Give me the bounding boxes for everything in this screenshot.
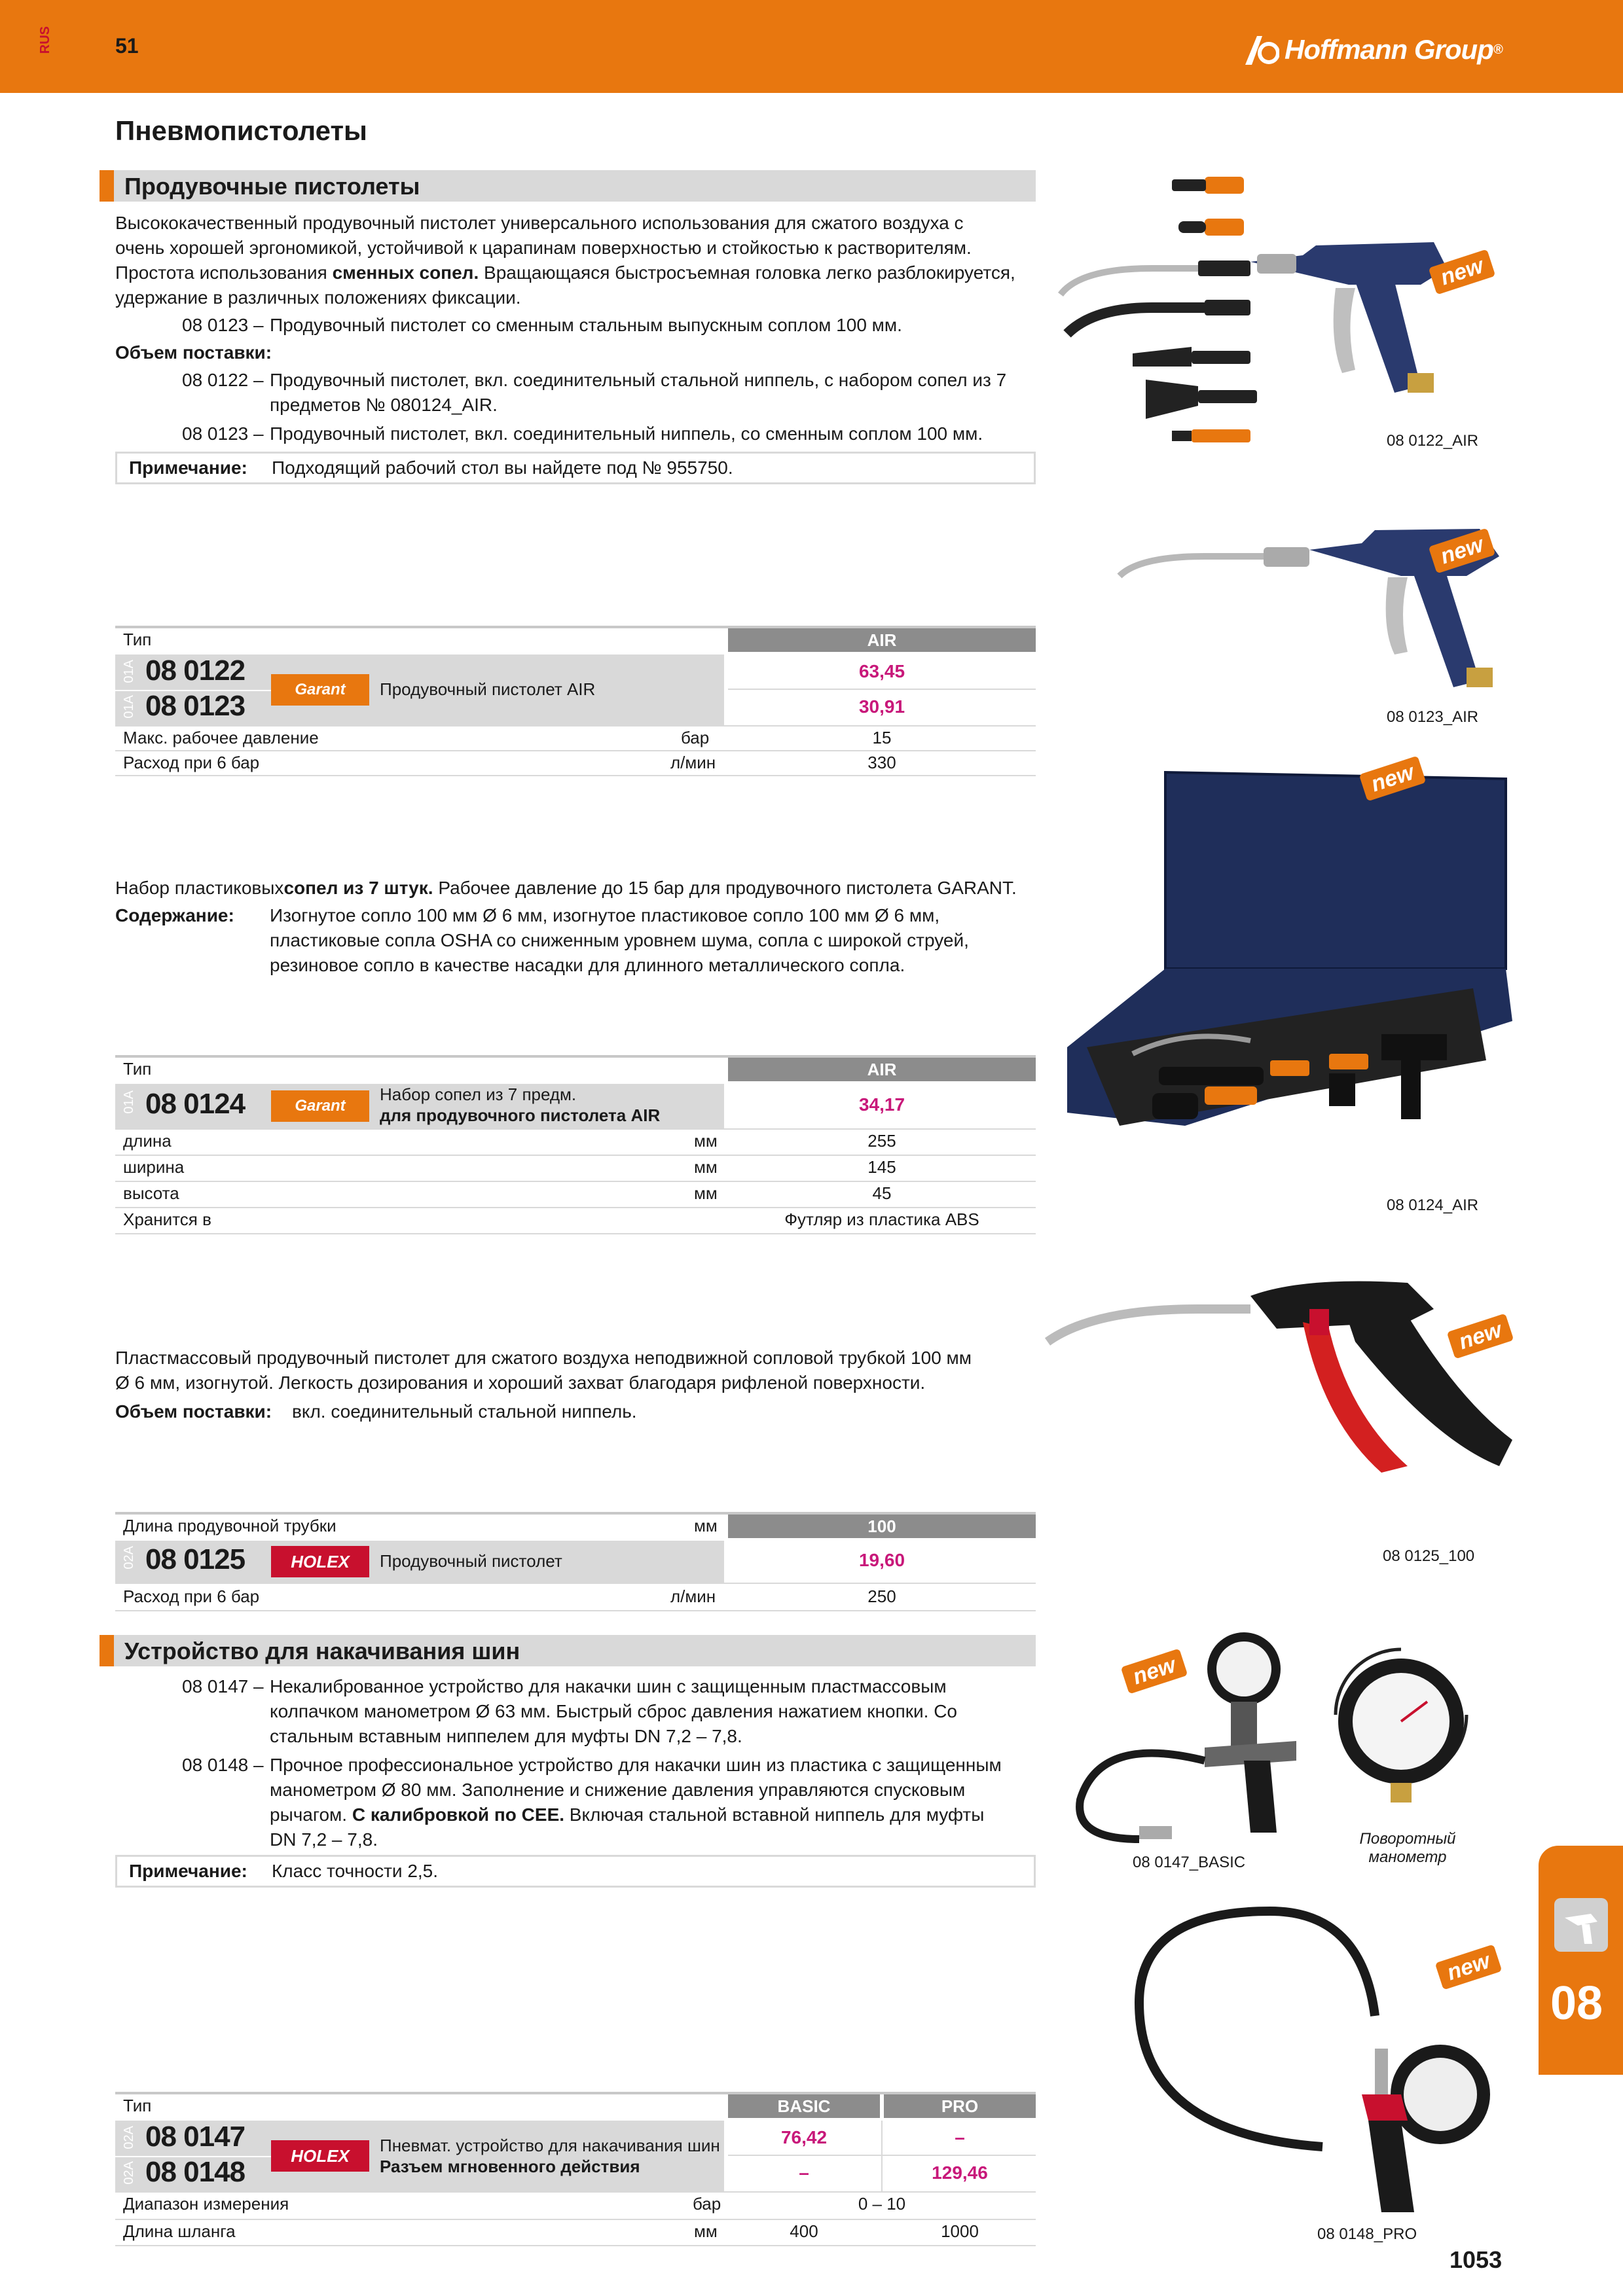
table4-spec2-pro: 1000	[941, 2221, 979, 2241]
table2-spec2-value: 145	[867, 1157, 896, 1177]
image-caption-080123: 08 0123_AIR	[1387, 708, 1479, 726]
table2-description: Набор сопел из 7 предм. для продувочного пистолета AIR	[380, 1085, 661, 1125]
plastic-gun-description: Пластмассовый продувочный пистолет для сжатого воздуха неподвижной сопловой трубкой 100 мм Ø 6 мм, изогнутой. Легкость дозирования и хороший захват благодаря рифленой поверхности.	[115, 1348, 972, 1393]
table2-spec2-unit: мм	[694, 1157, 718, 1177]
table4-col-basic: BASIC	[728, 2094, 880, 2118]
item-080123-text: Продувочный пистолет со сменным стальным выпускным соплом 100 мм.	[270, 315, 902, 335]
table4-row1-basic-price: 76,42	[780, 2127, 828, 2147]
table1-row1-article[interactable]: 08 0122	[145, 655, 246, 687]
table1-type-label: Тип	[123, 630, 152, 649]
table1-spec1-value: 15	[872, 728, 892, 747]
table4-spec2-basic: 400	[790, 2221, 818, 2241]
table4-row2-pro-price: 129,46	[932, 2162, 988, 2183]
table1-spec2-label: Расход при 6 бар	[123, 753, 260, 772]
table4-row2-article[interactable]: 08 0148	[145, 2156, 246, 2188]
tire-inflator-basic-image	[1061, 1630, 1309, 1852]
note-box-2: Примечание: Класс точности 2,5.	[115, 1855, 1036, 1888]
table2-spec3-unit: мм	[694, 1183, 718, 1203]
chapter-tab[interactable]	[1539, 1846, 1623, 2075]
table3-description: Продувочный пистолет	[380, 1551, 562, 1571]
table4-type-label: Тип	[123, 2096, 152, 2115]
table3-head-label: Длина продувочной трубки	[123, 1516, 337, 1535]
holex-brand-logo: HOLEX	[271, 1546, 369, 1577]
table1-spec2-unit: л/мин	[670, 753, 716, 772]
new-badge: new	[1435, 1945, 1503, 1990]
table4-col-pro: PRO	[884, 2094, 1036, 2118]
table2-spec1-unit: мм	[694, 1131, 718, 1151]
table4-row1-pro-price: –	[955, 2127, 965, 2147]
table1-spec2-value: 330	[867, 753, 896, 772]
table3-spec1-label: Расход при 6 бар	[123, 1587, 260, 1606]
table2-spec1-value: 255	[867, 1131, 896, 1151]
table4-row1-badge: 02A	[122, 2126, 136, 2149]
table3-head-unit: мм	[694, 1516, 718, 1535]
table3-article[interactable]: 08 0125	[145, 1543, 246, 1575]
table3-col-100: 100	[728, 1515, 1036, 1538]
plastic-gun-scope-label: Объем поставки:	[115, 1401, 272, 1422]
new-badge: new	[1429, 528, 1496, 574]
blow-gun-with-nozzles-image	[1054, 170, 1525, 445]
catalog-page-total-number: 1053	[1450, 2246, 1503, 2273]
tire-item2-code: 08 0148 –	[182, 1755, 264, 1775]
table4-spec2-label: Длина шланга	[123, 2221, 236, 2241]
hoffmann-logo-icon	[1244, 33, 1279, 66]
table1-row1-badge: 01A	[122, 660, 136, 683]
table1-row2-badge: 01A	[122, 695, 136, 719]
garant-brand-logo: Garant	[271, 1090, 369, 1122]
table2-spec3-value: 45	[872, 1183, 892, 1203]
catalog-page-number: 51	[115, 34, 139, 58]
image-caption-080147: 08 0147_BASIC	[1133, 1854, 1246, 1871]
item-080122-text: Продувочный пистолет, вкл. соединительный стальной ниппель, с набором сопел из 7 предметов № 080124_AIR.	[270, 370, 1007, 415]
table4-row2-badge: 02A	[122, 2161, 136, 2185]
blow-gun-chapter-icon	[1552, 1885, 1611, 1957]
table1-spec1-label: Макс. рабочее давление	[123, 728, 319, 747]
rotary-gauge-caption: Поворотный манометр	[1359, 1830, 1456, 1866]
table1-spec1-unit: бар	[681, 728, 710, 747]
table2-col-air: AIR	[728, 1058, 1036, 1081]
holex-brand-logo: HOLEX	[271, 2140, 369, 2172]
tire-inflator-pro-image	[1126, 1885, 1493, 2225]
table4-row2-basic-price: –	[799, 2162, 809, 2183]
section-heading-tire-inflator: Устройство для накачивания шин	[100, 1635, 1036, 1666]
plastic-gun-scope-text: вкл. соединительный стальной ниппель.	[292, 1401, 637, 1422]
table4-spec2-unit: мм	[694, 2221, 718, 2241]
image-caption-080125: 08 0125_100	[1383, 1547, 1475, 1565]
table1-row2-price: 30,91	[858, 696, 905, 717]
item-080122-code: 08 0122 –	[182, 370, 264, 390]
note-box-1: Примечание: Подходящий рабочий стол вы найдете под № 955750.	[115, 452, 1036, 484]
table4-spec1-label: Диапазон измерения	[123, 2194, 289, 2214]
garant-brand-logo: Garant	[271, 674, 369, 706]
table4-spec1-value: 0 – 10	[858, 2194, 906, 2214]
new-badge: new	[1121, 1649, 1188, 1695]
new-badge: new	[1359, 756, 1427, 802]
item-080123-scope-text: Продувочный пистолет, вкл. соединительный ниппель, со сменным соплом 100 мм.	[270, 423, 983, 444]
table2-type-label: Тип	[123, 1059, 152, 1079]
table3-badge: 02A	[122, 1546, 136, 1570]
new-badge: new	[1447, 1314, 1514, 1359]
rotary-gauge-image	[1322, 1643, 1480, 1826]
table2-article[interactable]: 08 0124	[145, 1088, 246, 1120]
table1-description: Продувочный пистолет AIR	[380, 679, 596, 699]
table3-spec1-value: 250	[867, 1587, 896, 1606]
section-heading-blow-guns: Продувочные пистолеты	[100, 170, 1036, 202]
tire-item1-code: 08 0147 –	[182, 1676, 264, 1696]
brand-logo[interactable]	[1244, 31, 1503, 68]
brand-name: Hoffmann Group	[1285, 34, 1493, 65]
item-080123-code: 08 0123 –	[182, 315, 264, 335]
contents-text: Изогнутое сопло 100 мм Ø 6 мм, изогнутое пластиковое сопло 100 мм Ø 6 мм, пластиковые сопла OSHA со сниженным уровнем шума, сопла с широкой струей, резиновое сопло в качестве насадки для длинного металлического сопла.	[270, 905, 969, 975]
table4-row1-article[interactable]: 08 0147	[145, 2121, 246, 2153]
tire-item1-text: Некалиброванное устройство для накачки шин с защищенным пластмассовым колпачком манометром Ø 63 мм. Быстрый сброс давления нажатием кнопки. Со стальным вставным ниппелем для муфты DN 7,2 – 7,8.	[270, 1676, 957, 1746]
tire-item2-text: Прочное профессиональное устройство для накачки шин из пластика с защищенным манометром Ø 80 мм. Заполнение и снижение давления управляются спусковым рычагом. С калибровкой по CEE. Включая стальной вставной ниппель для муфты DN 7,2 – 7,8.	[270, 1755, 1002, 1850]
table3-price: 19,60	[858, 1550, 905, 1570]
nozzle-set-intro: Набор пластиковыхсопел из 7 штук. Рабочее давление до 15 бар для продувочного пистолета GARANT.	[115, 878, 1017, 898]
image-caption-080124: 08 0124_AIR	[1387, 1196, 1479, 1214]
nozzle-set-case-image	[1054, 759, 1512, 1191]
table4-spec1-unit: бар	[693, 2194, 721, 2214]
brand-registered-mark: ®	[1493, 42, 1503, 57]
plastic-blow-gun-image	[1041, 1270, 1525, 1492]
page-title: Пневмопистолеты	[115, 115, 367, 146]
table2-spec1-label: длина	[123, 1131, 172, 1151]
table2-badge: 01A	[122, 1090, 136, 1114]
table1-row1-price: 63,45	[858, 661, 905, 681]
table1-col-air: AIR	[728, 628, 1036, 652]
table1-row2-article[interactable]: 08 0123	[145, 690, 246, 722]
table3-spec1-unit: л/мин	[670, 1587, 716, 1606]
chapter-number: 08	[1550, 1977, 1603, 2030]
table2-spec2-label: ширина	[123, 1157, 185, 1177]
item-080123-scope-code: 08 0123 –	[182, 423, 264, 444]
table2-spec3-label: высота	[123, 1183, 179, 1203]
table2-spec4-value: Футляр из пластика ABS	[784, 1210, 979, 1229]
image-caption-080122: 08 0122_AIR	[1387, 432, 1479, 450]
blow-guns-intro: Высококачественный продувочный пистолет универсального использования для сжатого воздуха с очень хорошей эргономикой, устойчивой к царапинам поверхностью и стойкостью к растворителям. Простота использования сменных сопел. Вращающаяся быстросъемная головка легко разблокируется, удержание в различных положениях фиксации.	[115, 213, 1015, 308]
language-code: RUS	[38, 26, 52, 54]
table2-spec4-label: Хранится в	[123, 1210, 211, 1229]
image-caption-080148: 08 0148_PRO	[1317, 2225, 1417, 2243]
new-badge: new	[1429, 249, 1496, 295]
table4-description: Пневмат. устройство для накачивания шин Разъем мгновенного действия	[380, 2136, 720, 2176]
contents-label: Содержание:	[115, 905, 234, 925]
scope-label: Объем поставки:	[115, 342, 272, 363]
table2-price: 34,17	[858, 1094, 905, 1115]
